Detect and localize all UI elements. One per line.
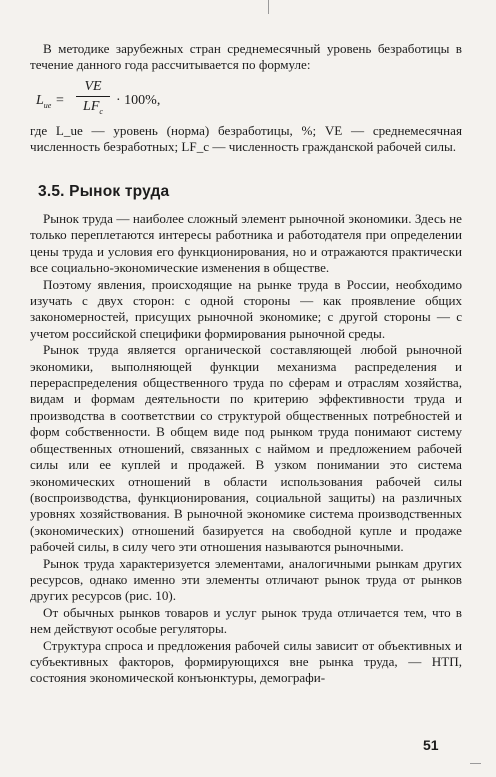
- formula-lhs-symbol: L: [36, 93, 44, 108]
- formula-legend: [30, 123, 462, 156]
- page-number: 51: [423, 737, 439, 753]
- intro-text: В методике зарубежных стран среднемесячный уровень безработицы в течение данного года рассчитывается по формуле:: [30, 41, 462, 73]
- formula-fraction: [76, 79, 110, 116]
- formula-denominator: [76, 97, 110, 116]
- paragraph-6: Структура спроса и предложения рабочей силы зависит от объективных и субъективных факторов, формирующихся вне рынка труда, — НТП, состояния экономической конъюнктуры, демографи-: [30, 637, 462, 686]
- scan-mark-bottom: [470, 763, 481, 764]
- formula-numerator: VE: [76, 79, 110, 97]
- paragraph-1: Рынок труда — наиболее сложный элемент рыночной экономики. Здесь не только переплетаются интересы работника и работодателя при определении цены труда и условия его функционирования, но и отражаются практически все социально-экономические изменения в обществе.: [30, 211, 462, 276]
- paragraph-4: Рынок труда характеризуется элементами, аналогичными рынкам других ресурсов, однако именно эти элементы отличают рынок труда от рынков других ресурсов (рис. 10).: [30, 555, 462, 604]
- paragraph-2: Поэтому явления, происходящие на рынке труда в России, необходимо изучать с двух сторон: с одной стороны — как проявление общих закономерностей, присущих рыночной экономике; с другой стороны — с учетом российской специфики формирования рыночной среды.: [30, 276, 462, 341]
- paragraph-3: Рынок труда является органической составляющей любой рыночной экономики, выполняющей функции механизма распределения и перераспределения общественного труда по сферам и отраслям хозяйства, видам и формам деятельности по критерию эффективности труда и производства в соответствии со структурой общественных потребностей и форм собственности. В общем виде под рынком труда понимают систему общественных отношений, связанных с наймом и предложением рабочей силы или ее куплей и продажей. В узком понимании это система экономических отношений в области использования рабочей силы (воспроизводства, функционирования, социальной защиты) на различных уровнях хозяйствования. В рыночной экономике система производственных (экономических) отношений базируется на свободной купле и продаже рабочей силы, в силу чего эти отношения называются рыночными.: [30, 342, 462, 555]
- formula-multiplier: · 100%,: [116, 93, 161, 108]
- section-body: [30, 211, 462, 687]
- formula-lhs: [36, 93, 51, 110]
- legend-text: где L_ue — уровень (норма) безработицы, %; VE — среднемесячная численность безработных; LF_c — численность гражданской рабочей силы.: [30, 123, 462, 155]
- formula-lhs-sub: ue: [43, 100, 52, 110]
- formula-denominator-symbol: LF: [83, 99, 100, 114]
- intro-paragraph: [30, 41, 462, 74]
- formula-denominator-sub: c: [99, 106, 103, 116]
- scan-mark-top: [268, 0, 269, 14]
- formula-equals: =: [56, 93, 64, 108]
- paragraph-5: От обычных рынков товаров и услуг рынок труда отличается тем, что в нем действуют особые регуляторы.: [30, 604, 462, 637]
- section-heading: 3.5. Рынок труда: [38, 183, 170, 200]
